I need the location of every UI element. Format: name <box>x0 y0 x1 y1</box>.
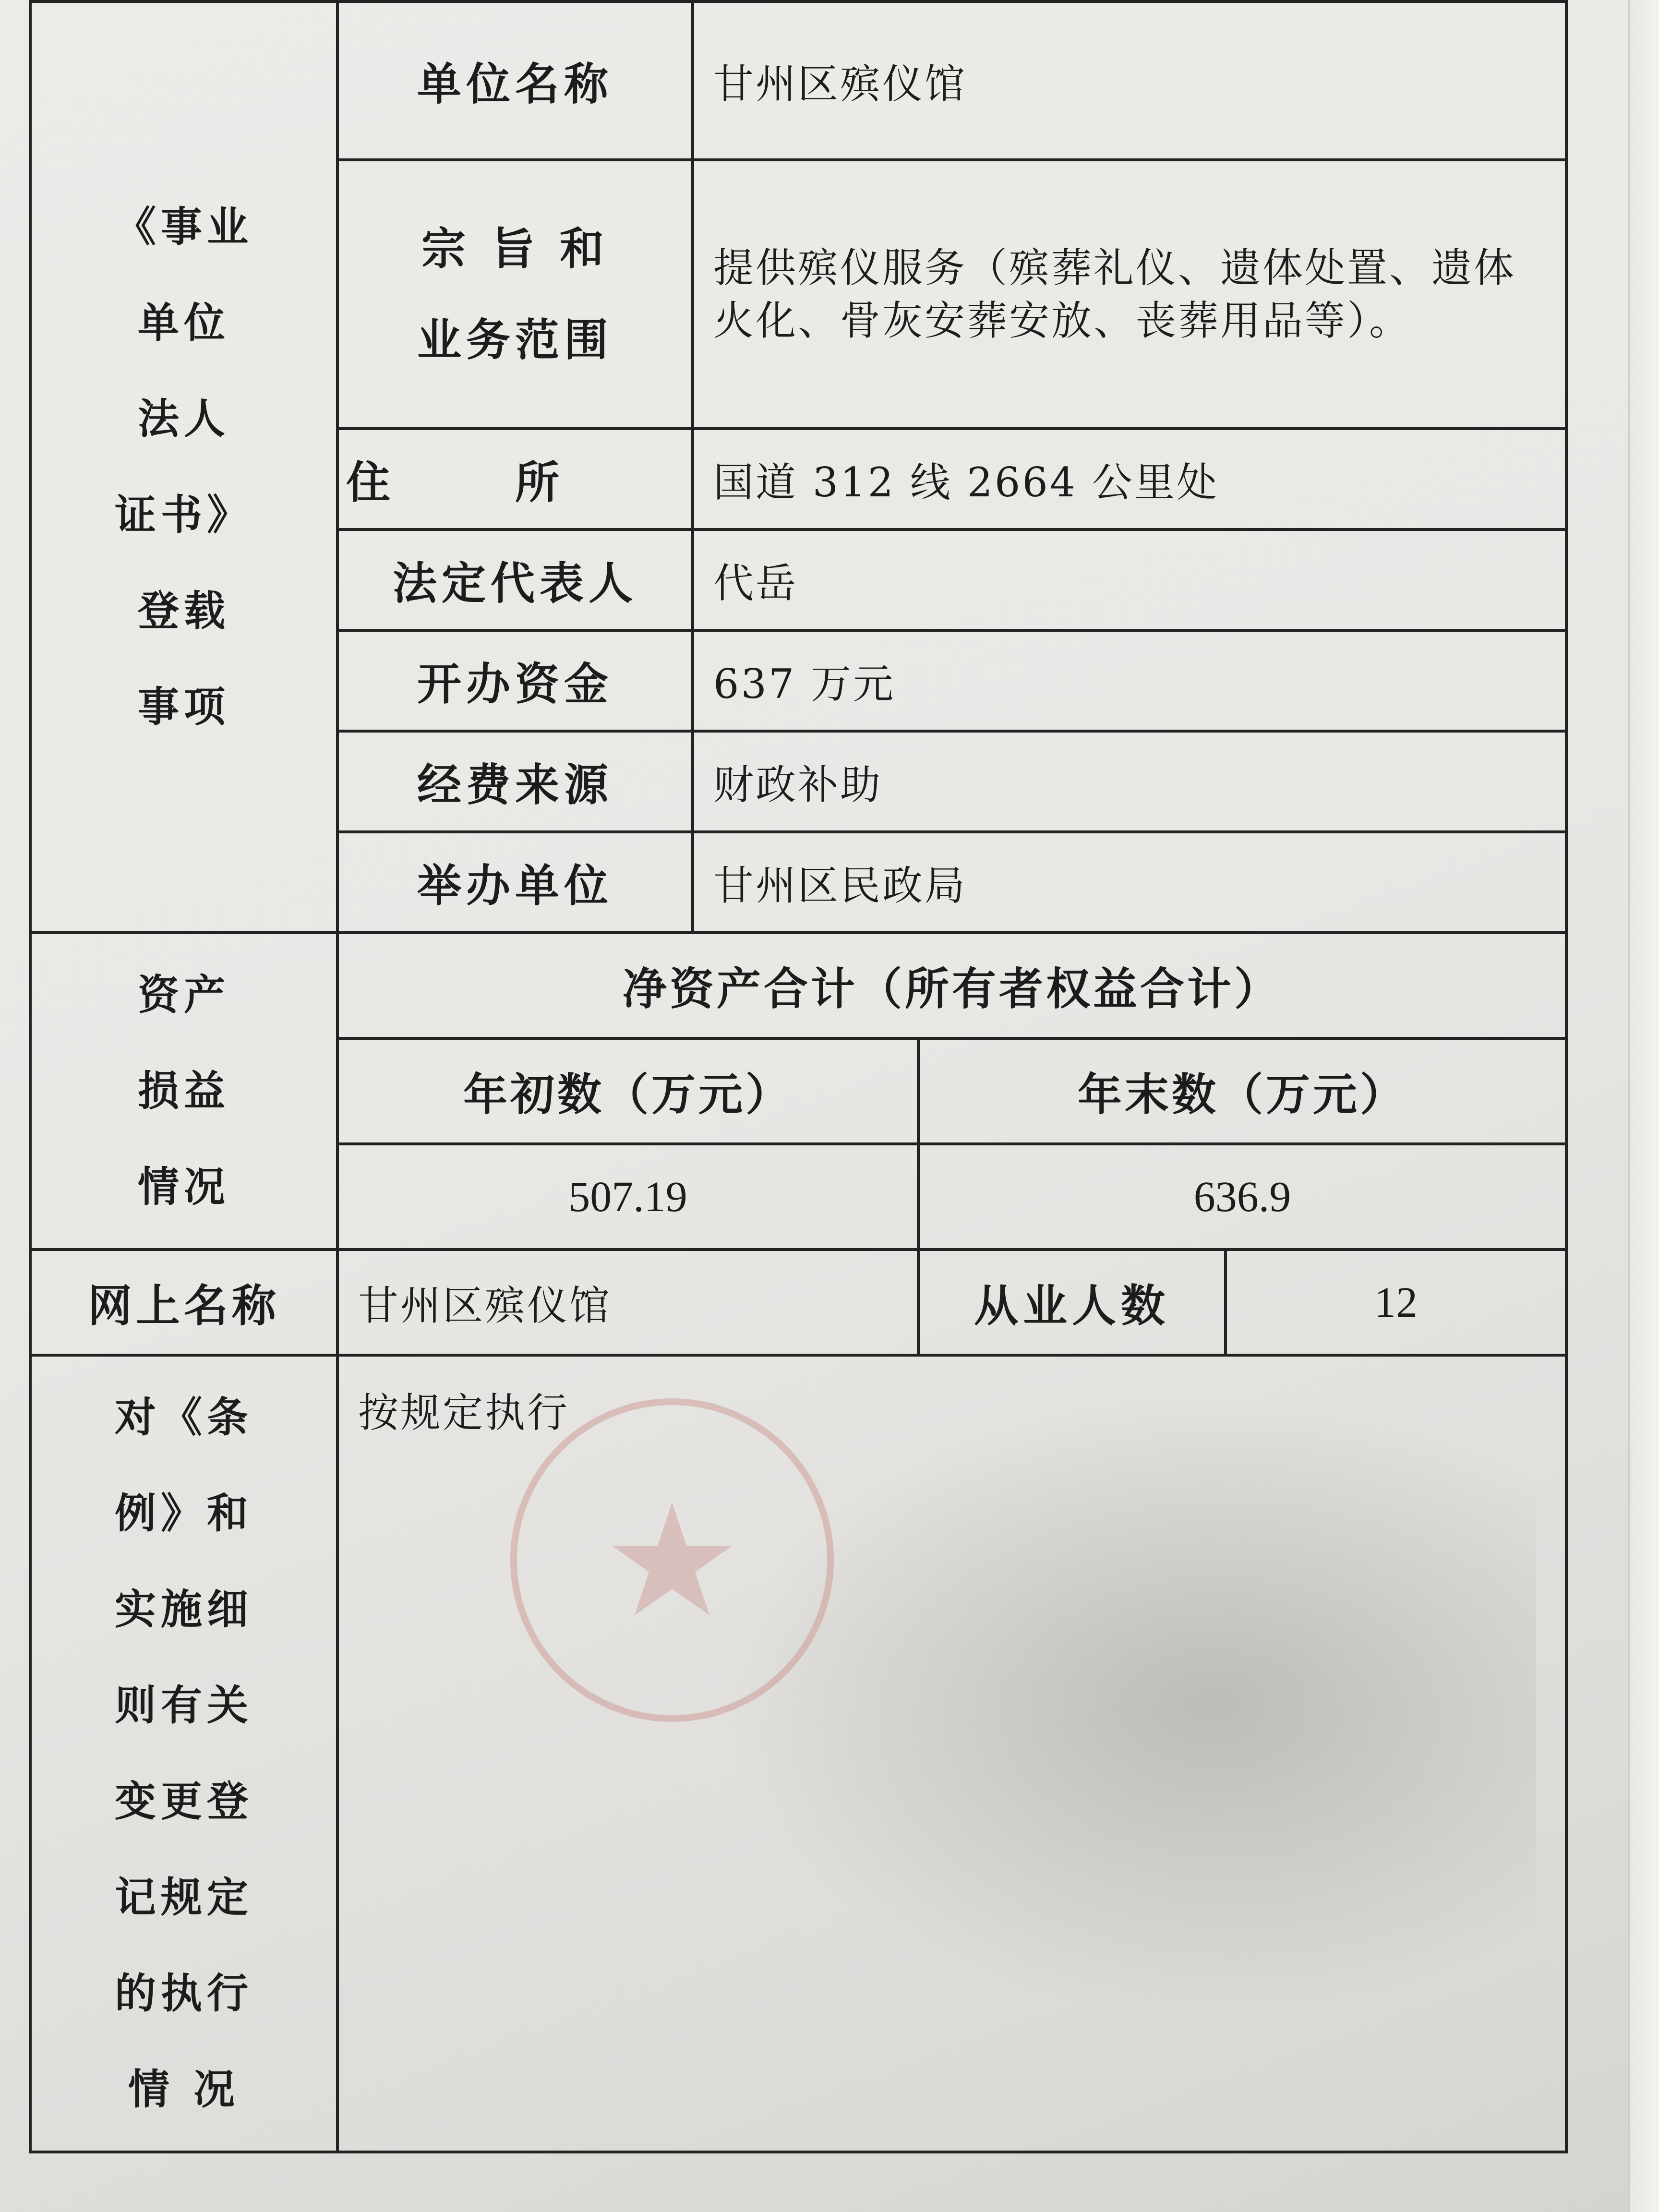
label-line: 的执行 <box>115 1969 253 2018</box>
funding-source-value: 财政补助 <box>693 731 1566 832</box>
staff-count-label: 从业人数 <box>918 1250 1226 1355</box>
address-label: 住所 <box>337 429 693 529</box>
legal-representative-label: 法定代表人 <box>337 529 693 630</box>
year-end-header: 年末数（万元） <box>918 1038 1566 1144</box>
staff-count-value: 12 <box>1226 1250 1566 1355</box>
label-line: 事项 <box>138 683 230 731</box>
label-line: 《事业 <box>115 203 253 251</box>
purpose-scope-label <box>337 160 693 429</box>
sponsor-unit-value: 甘州区民政局 <box>693 832 1566 933</box>
purpose-scope-value: 提供殡仪服务（殡葬礼仪、遗体处置、遗体火化、骨灰安葬安放、丧葬用品等）。 <box>693 160 1566 429</box>
funding-source-label: 经费来源 <box>337 731 693 832</box>
label-line: 单位 <box>138 299 230 347</box>
label-line: 则有关 <box>115 1681 253 1730</box>
net-assets-header: 净资产合计（所有者权益合计） <box>337 933 1566 1038</box>
label-line: 业务范围 <box>417 314 613 366</box>
label-line: 登载 <box>138 587 230 635</box>
label-line: 证书》 <box>115 491 253 539</box>
regulation-compliance-value: 按规定执行 <box>337 1355 1566 2152</box>
year-start-value: 507.19 <box>337 1144 918 1250</box>
unit-name-label: 单位名称 <box>337 1 693 160</box>
online-name-label: 网上名称 <box>30 1250 337 1355</box>
label-line: 实施细 <box>115 1585 253 1634</box>
label-line: 例》和 <box>115 1489 253 1538</box>
online-name-value: 甘州区殡仪馆 <box>337 1250 918 1355</box>
label-line: 资产 <box>138 971 230 1019</box>
address-value: 国道 312 线 2664 公里处 <box>693 429 1566 529</box>
label-line: 记规定 <box>115 1873 253 1922</box>
sponsor-unit-label: 举办单位 <box>337 832 693 933</box>
year-start-header: 年初数（万元） <box>337 1038 918 1144</box>
label-line: 变更登 <box>115 1777 253 1826</box>
registration-form-table <box>29 0 1568 2153</box>
label-line: 宗 旨 和 <box>421 223 609 275</box>
unit-name-value: 甘州区殡仪馆 <box>693 1 1566 160</box>
label-line: 情况 <box>138 1163 230 1211</box>
startup-fund-value: 637 万元 <box>693 630 1566 731</box>
label-line: 对《条 <box>115 1393 253 1442</box>
label-line: 损益 <box>138 1067 230 1115</box>
assets-label <box>30 933 337 1250</box>
regulation-compliance-label <box>30 1355 337 2152</box>
label-line: 法人 <box>138 395 230 443</box>
year-end-value: 636.9 <box>918 1144 1566 1250</box>
certificate-items-label <box>30 1 337 933</box>
label-line: 情 况 <box>128 2065 240 2114</box>
legal-representative-value: 代岳 <box>693 529 1566 630</box>
paper-edge <box>1628 0 1659 2212</box>
startup-fund-label: 开办资金 <box>337 630 693 731</box>
